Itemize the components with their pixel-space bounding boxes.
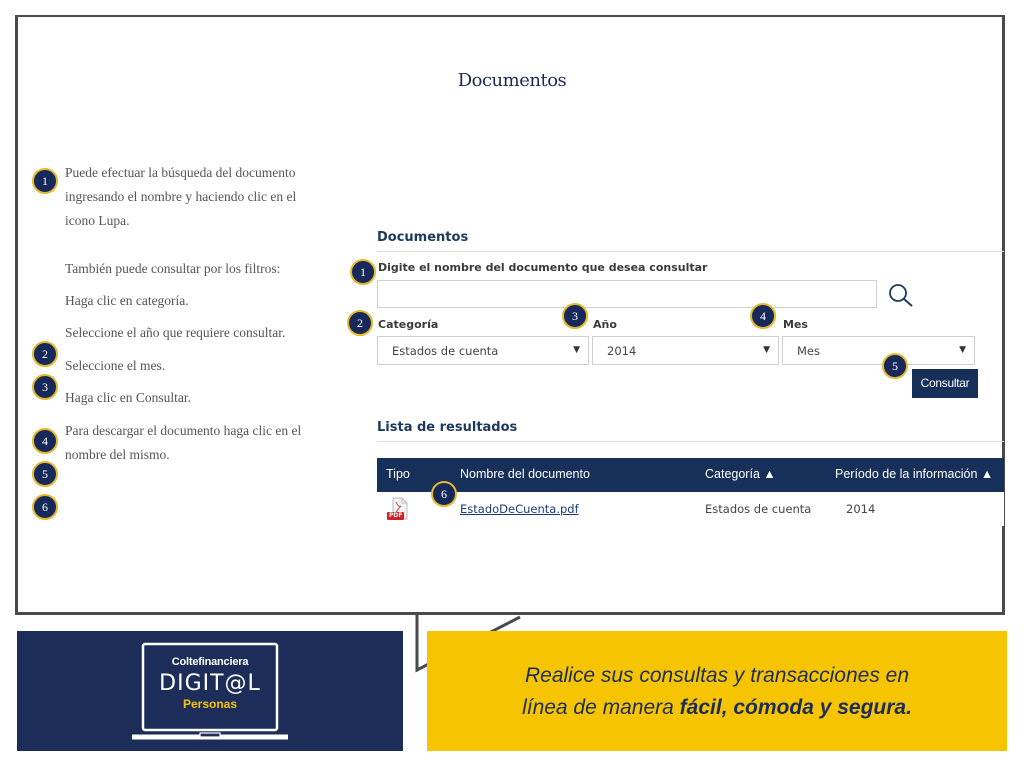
instruction-step-5: Haga clic en Consultar. [65, 390, 191, 405]
instruction-step-3: Seleccione el año que requiere consultar. [65, 325, 286, 340]
app-badge-4: 4 [750, 303, 776, 329]
column-header-nombre[interactable]: Nombre del documento [460, 467, 590, 481]
search-label: Digite el nombre del documento que desea consultar [378, 261, 708, 274]
results-divider [377, 441, 1004, 442]
instruction-step-1: Puede efectuar la búsqueda del documento ingresando el nombre y haciendo clic en el icono Lupa. [65, 165, 297, 228]
tagline-line-2 [427, 692, 1007, 724]
chevron-down-icon: ▼ [959, 345, 966, 355]
year-label: Año [593, 318, 617, 331]
results-table-header [377, 458, 1004, 492]
category-select-value: Estados de cuenta [392, 344, 499, 358]
pdf-badge: PDF [389, 512, 403, 519]
table-row [377, 492, 1004, 526]
document-name-link[interactable]: EstadoDeCuenta.pdf [460, 502, 579, 516]
page-title: Documentos [457, 70, 567, 91]
tagline-line-1: Realice sus consultas y transacciones en [524, 664, 910, 687]
step-badge-1: 1 [32, 168, 58, 194]
step-badge-3: 3 [32, 374, 58, 400]
month-label: Mes [783, 318, 808, 331]
chevron-down-icon: ▼ [573, 345, 580, 355]
tagline-line-2-bold: fácil, cómoda y segura. [679, 696, 912, 719]
year-select[interactable] [592, 336, 779, 365]
year-select-value: 2014 [607, 344, 637, 358]
step-badge-6: 6 [32, 494, 58, 520]
document-period: 2014 [846, 502, 876, 516]
documents-section-title: Documentos [377, 230, 469, 245]
step-badge-2: 2 [32, 341, 58, 367]
brand-name-top: Coltefinanciera [171, 656, 249, 668]
column-header-categoria[interactable]: Categoría ▲ [705, 467, 776, 481]
section-divider [377, 251, 1004, 252]
month-select-value: Mes [797, 344, 820, 358]
consultar-button[interactable]: Consultar [912, 369, 978, 398]
brand-name-main: DIGIT@L [159, 671, 261, 696]
results-title: Lista de resultados [377, 420, 518, 435]
instruction-step-4: Seleccione el mes. [65, 358, 166, 373]
column-header-tipo[interactable]: Tipo [386, 467, 410, 481]
search-input[interactable] [377, 280, 877, 308]
instruction-filters-intro: También puede consultar por los filtros: [65, 261, 281, 276]
month-select[interactable] [782, 336, 975, 365]
app-badge-5: 5 [882, 353, 908, 379]
banner-tagline [427, 660, 1007, 724]
app-badge-2: 2 [347, 310, 373, 336]
search-icon[interactable] [887, 282, 915, 308]
tagline-line-2-pre: línea de manera [522, 696, 680, 719]
instruction-step-6: Para descargar el documento haga clic en el nombre del mismo. [65, 423, 302, 462]
chevron-down-icon: ▼ [763, 345, 770, 355]
pdf-file-icon[interactable] [387, 497, 411, 521]
brand-name-sub: Personas [182, 697, 238, 711]
document-category: Estados de cuenta [705, 502, 812, 516]
category-select[interactable] [377, 336, 589, 365]
app-badge-1: 1 [350, 259, 376, 285]
instruction-step-2: Haga clic en categoría. [65, 293, 189, 308]
category-label: Categoría [378, 318, 439, 331]
step-badge-4: 4 [32, 428, 58, 454]
app-badge-3: 3 [562, 303, 588, 329]
column-header-periodo[interactable]: Período de la información ▲ [835, 467, 994, 481]
app-badge-6: 6 [431, 481, 457, 507]
step-badge-5: 5 [32, 461, 58, 487]
